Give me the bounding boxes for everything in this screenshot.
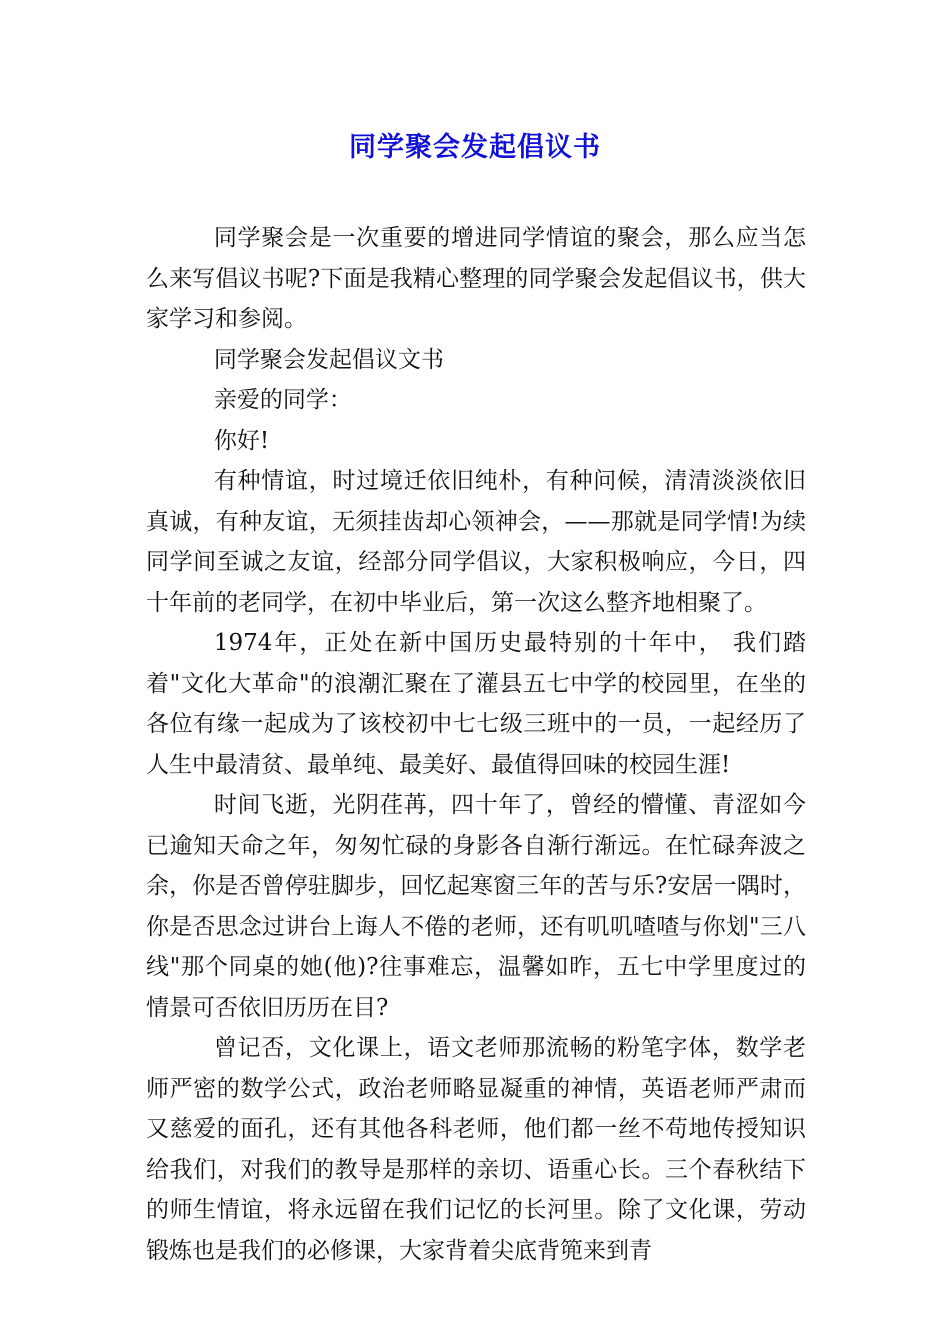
paragraph-friendship: 有种情谊，时过境迁依旧纯朴，有种问候，清清淡淡依旧真诚，有种友谊，无须挂齿却心领神会，——那就是同学情!为续同学间至诚之友谊，经部分同学倡议，大家积极响应，今日，四十年前的老同学，在初中毕业后，第一次这么整齐地相聚了。 (146, 468, 806, 616)
paragraph-remember: 曾记否，文化课上，语文老师那流畅的粉笔字体，数学老师严密的数学公式，政治老师略显凝重的神情，英语老师严肃而又慈爱的面孔，还有其他各科老师，他们都一丝不苟地传授知识给我们，对我们的教导是那样的亲切、语重心长。三个春秋结下的师生情谊，将永远留在我们记忆的长河里。除了文化课，劳动锻炼也是我们的必修课，大家背着尖底背篼来到青 (146, 1035, 806, 1264)
document-body (146, 218, 806, 1271)
paragraph-1974: 1974年，正处在新中国历史最特别的十年中， 我们踏着"文化大革命"的浪潮汇聚在了灌县五七中学的校园里，在坐的各位有缘一起成为了该校初中七七级三班中的一员，一起经历了人生中最清贫、最单纯、最美好、最值得回味的校园生涯! (146, 630, 806, 778)
document-title: 同学聚会发起倡议书 (349, 132, 601, 163)
paragraph-salutation: 亲爱的同学： (213, 387, 352, 413)
paragraph-greeting: 你好! (213, 427, 270, 454)
paragraph-intro: 同学聚会是一次重要的增进同学情谊的聚会，那么应当怎么来写倡议书呢?下面是我精心整理的同学聚会发起倡议书，供大家学习和参阅。 (146, 225, 806, 332)
paragraph-time-flies: 时间飞逝，光阴荏苒，四十年了，曾经的懵懂、青涩如今已逾知天命之年，匆匆忙碌的身影各自渐行渐远。在忙碌奔波之余，你是否曾停驻脚步，回忆起寒窗三年的苦与乐?安居一隅时，你是否思念过讲台上诲人不倦的老师，还有叽叽喳喳与你划"三八线"那个同桌的她(他)?往事难忘，温馨如昨，五七中学里度过的情景可否依旧历历在目? (146, 792, 806, 1021)
paragraph-doc-heading: 同学聚会发起倡议文书 (213, 346, 444, 373)
